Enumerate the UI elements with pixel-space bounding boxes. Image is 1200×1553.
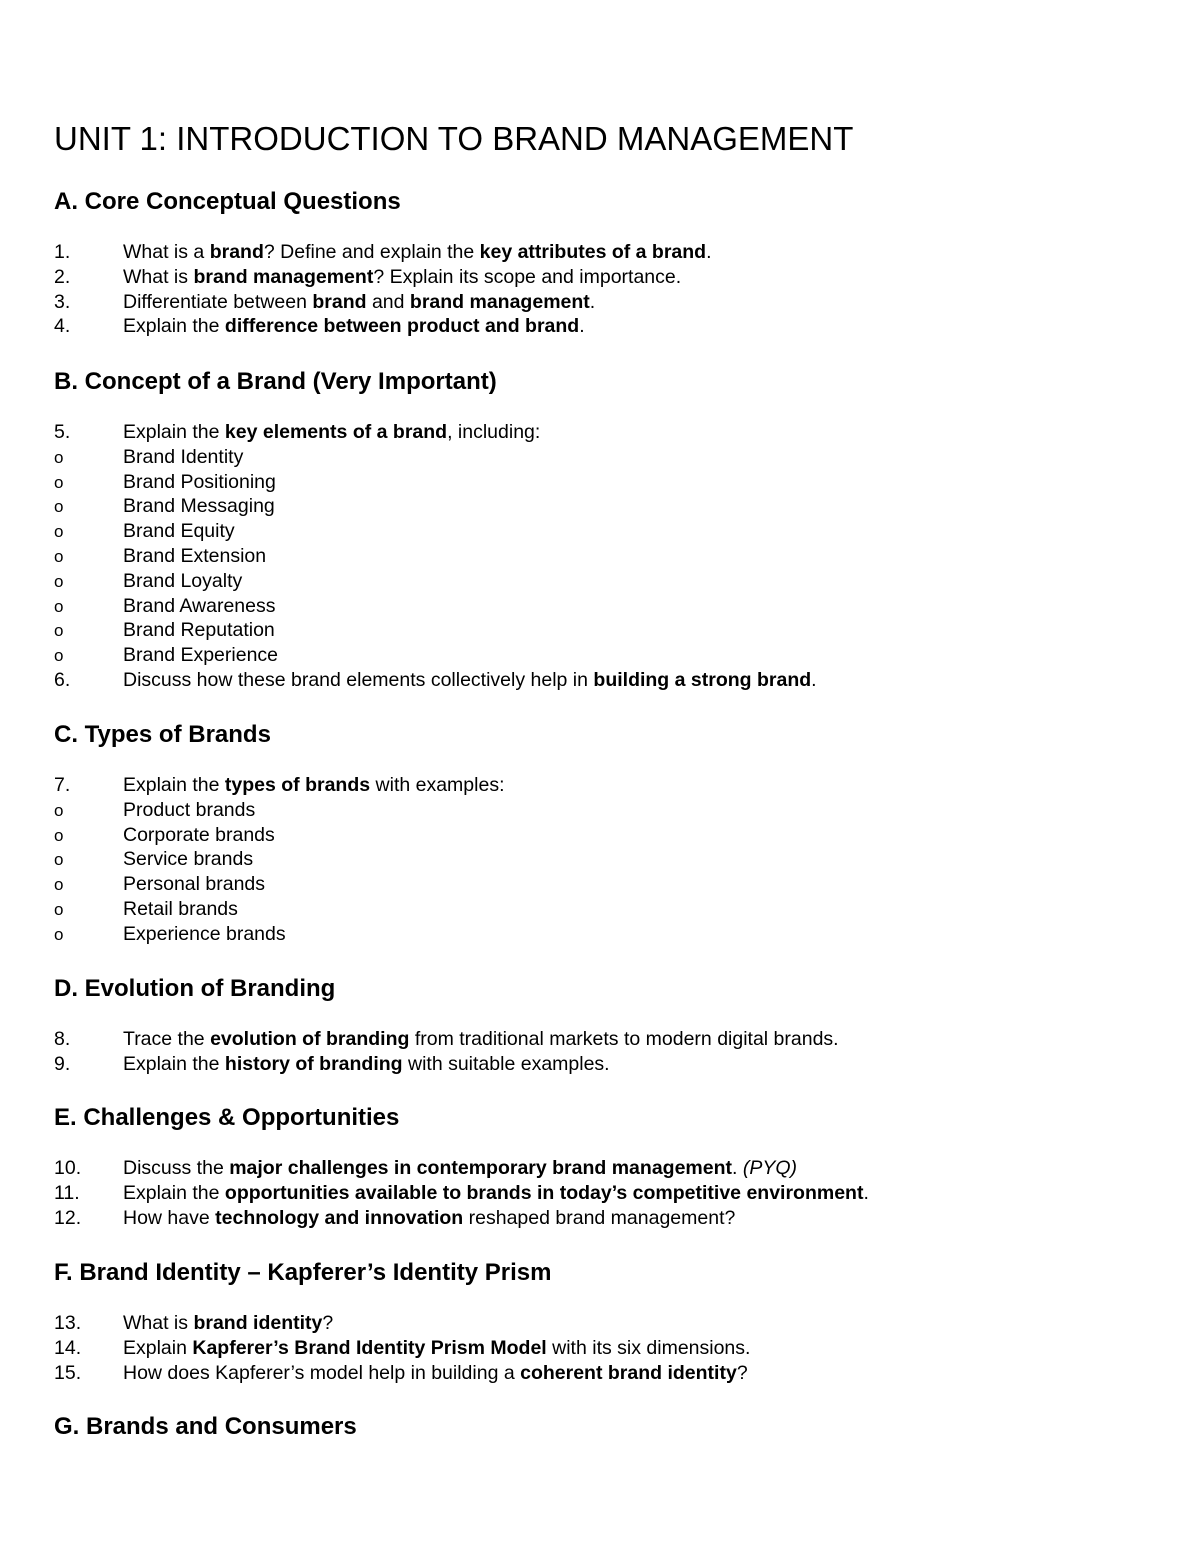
text-run: Brand Awareness bbox=[123, 594, 276, 617]
text-run: Corporate brands bbox=[123, 823, 275, 846]
text-run: Brand Reputation bbox=[123, 619, 275, 642]
item-text bbox=[123, 1311, 333, 1336]
item-text bbox=[123, 544, 266, 569]
item-text bbox=[123, 922, 286, 947]
text-run: ? bbox=[322, 1312, 334, 1334]
item-text bbox=[123, 420, 540, 445]
text-run: How does Kapferer’s model help in building a bbox=[123, 1361, 521, 1384]
section-heading: C. Types of Brands bbox=[54, 721, 271, 748]
item-text bbox=[123, 872, 265, 897]
italic-note: (PYQ) bbox=[742, 1157, 798, 1179]
item-text bbox=[123, 1052, 610, 1077]
item-number: 15. bbox=[54, 1361, 82, 1384]
item-text bbox=[123, 494, 275, 519]
bold-term: key elements of a brand bbox=[224, 421, 448, 443]
text-run: and bbox=[366, 290, 410, 313]
bold-term: technology and innovation bbox=[215, 1206, 464, 1229]
text-run: Experience brands bbox=[123, 922, 286, 945]
text-run: with its six dimensions. bbox=[546, 1336, 751, 1359]
item-text bbox=[123, 618, 275, 643]
text-run: . bbox=[863, 1181, 869, 1204]
bullet-marker: o bbox=[54, 825, 64, 845]
item-text bbox=[123, 1206, 735, 1231]
item-text bbox=[123, 290, 595, 315]
bold-term: types of brands bbox=[224, 774, 371, 796]
item-text bbox=[123, 1361, 748, 1386]
bullet-marker: o bbox=[54, 924, 64, 944]
item-text bbox=[123, 240, 712, 265]
bold-term: evolution of branding bbox=[210, 1028, 410, 1050]
text-run: Service brands bbox=[123, 848, 254, 871]
page-title: UNIT 1: INTRODUCTION TO BRAND MANAGEMENT bbox=[54, 120, 854, 157]
bullet-marker: o bbox=[54, 800, 64, 820]
item-text bbox=[123, 314, 585, 339]
item-number: 14. bbox=[54, 1336, 82, 1359]
item-number: 8. bbox=[54, 1028, 71, 1050]
item-text bbox=[123, 773, 505, 798]
text-run: ? Explain its scope and importance. bbox=[373, 265, 682, 288]
text-run: Retail brands bbox=[123, 898, 238, 920]
text-run: Brand Experience bbox=[123, 644, 279, 667]
text-run: What is bbox=[123, 265, 194, 288]
item-number: 10. bbox=[54, 1157, 82, 1179]
text-run: Brand Identity bbox=[123, 445, 244, 468]
item-text bbox=[123, 1027, 839, 1052]
text-run: with suitable examples. bbox=[402, 1052, 610, 1075]
text-run: , including: bbox=[447, 421, 541, 443]
item-text bbox=[123, 897, 238, 922]
bold-term: coherent brand identity bbox=[520, 1361, 737, 1384]
item-text bbox=[123, 569, 242, 594]
item-text bbox=[123, 470, 276, 495]
item-number: 11. bbox=[54, 1181, 80, 1204]
text-run: Explain the bbox=[123, 1181, 225, 1204]
bold-term: history of branding bbox=[224, 1052, 403, 1075]
bullet-marker: o bbox=[54, 850, 64, 870]
text-run: Trace the bbox=[123, 1028, 211, 1050]
bold-term: opportunities available to brands in today’s competitive environment bbox=[224, 1181, 864, 1204]
bullet-marker: o bbox=[54, 497, 64, 517]
section-heading: E. Challenges & Opportunities bbox=[54, 1104, 400, 1131]
text-run: . bbox=[589, 290, 596, 313]
item-number: 6. bbox=[54, 669, 71, 691]
section-heading: F. Brand Identity – Kapferer’s Identity Prism bbox=[54, 1259, 552, 1286]
item-number: 12. bbox=[54, 1206, 82, 1229]
bullet-marker: o bbox=[54, 447, 64, 467]
text-run: Discuss how these brand elements collectively help in bbox=[123, 669, 594, 691]
text-run: What is a bbox=[123, 241, 210, 263]
item-text bbox=[123, 643, 278, 668]
item-text bbox=[123, 668, 817, 693]
bold-term: building a strong brand bbox=[593, 669, 812, 691]
text-run: Explain bbox=[123, 1336, 193, 1359]
item-text bbox=[123, 1156, 797, 1181]
bold-term: brand management bbox=[193, 265, 374, 288]
text-run: Discuss the bbox=[123, 1157, 230, 1179]
bullet-marker: o bbox=[54, 900, 64, 919]
text-run: Brand Extension bbox=[123, 545, 267, 567]
text-run: How have bbox=[123, 1206, 216, 1229]
bullet-marker: o bbox=[54, 596, 64, 616]
bold-term: brand bbox=[312, 290, 367, 313]
text-run: Brand Loyalty bbox=[123, 569, 243, 592]
text-run: . bbox=[706, 241, 712, 263]
text-run: . bbox=[732, 1157, 743, 1179]
section-heading: B. Concept of a Brand (Very Important) bbox=[54, 368, 497, 395]
text-run: Explain the bbox=[123, 315, 225, 338]
section-heading: G. Brands and Consumers bbox=[54, 1413, 357, 1440]
text-run: Brand Messaging bbox=[123, 495, 275, 518]
text-run: ? bbox=[736, 1361, 748, 1384]
item-text bbox=[123, 823, 275, 848]
text-run: What is bbox=[123, 1312, 194, 1334]
item-text bbox=[123, 594, 276, 619]
item-text bbox=[123, 1336, 750, 1361]
item-text bbox=[123, 519, 235, 544]
item-text bbox=[123, 445, 243, 470]
bold-term: major challenges in contemporary brand management bbox=[229, 1157, 733, 1179]
text-run: Explain the bbox=[123, 421, 225, 443]
text-run: Explain the bbox=[123, 1052, 225, 1075]
bold-term: brand bbox=[209, 241, 264, 263]
item-number: 13. bbox=[54, 1312, 82, 1334]
text-run: Brand Positioning bbox=[123, 470, 276, 493]
bullet-marker: o bbox=[54, 571, 64, 591]
bold-term: key attributes of a brand bbox=[479, 241, 707, 263]
item-number: 1. bbox=[54, 241, 71, 263]
item-number: 5. bbox=[54, 421, 71, 443]
bullet-marker: o bbox=[54, 547, 64, 566]
bold-term: brand identity bbox=[193, 1312, 323, 1334]
bold-term: difference between product and brand bbox=[224, 315, 580, 338]
bullet-marker: o bbox=[54, 621, 64, 641]
text-run: Product brands bbox=[123, 798, 256, 821]
item-text bbox=[123, 1181, 869, 1206]
text-run: Personal brands bbox=[123, 873, 266, 896]
text-run: with examples: bbox=[370, 774, 505, 796]
item-number: 3. bbox=[54, 290, 71, 313]
item-text bbox=[123, 265, 681, 290]
item-text bbox=[123, 847, 253, 872]
item-number: 7. bbox=[54, 774, 71, 796]
text-run: . bbox=[579, 315, 585, 338]
bold-term: Kapferer’s Brand Identity Prism Model bbox=[192, 1336, 547, 1359]
text-run: from traditional markets to modern digital brands. bbox=[409, 1028, 839, 1050]
text-run: Differentiate between bbox=[123, 290, 313, 313]
item-number: 2. bbox=[54, 265, 71, 288]
text-run: Explain the bbox=[123, 774, 225, 796]
bullet-marker: o bbox=[54, 522, 64, 542]
bullet-marker: o bbox=[54, 875, 64, 895]
text-run: ? Define and explain the bbox=[263, 241, 480, 263]
section-heading: D. Evolution of Branding bbox=[54, 975, 336, 1002]
text-run: reshaped brand management? bbox=[463, 1206, 736, 1229]
bold-term: brand management bbox=[409, 290, 590, 313]
item-number: 9. bbox=[54, 1052, 71, 1075]
bullet-marker: o bbox=[54, 472, 64, 492]
section-heading: A. Core Conceptual Questions bbox=[54, 188, 401, 215]
item-text bbox=[123, 798, 255, 823]
item-number: 4. bbox=[54, 315, 71, 338]
text-run: Brand Equity bbox=[123, 520, 235, 543]
text-run: . bbox=[811, 669, 817, 691]
bullet-marker: o bbox=[54, 646, 64, 666]
